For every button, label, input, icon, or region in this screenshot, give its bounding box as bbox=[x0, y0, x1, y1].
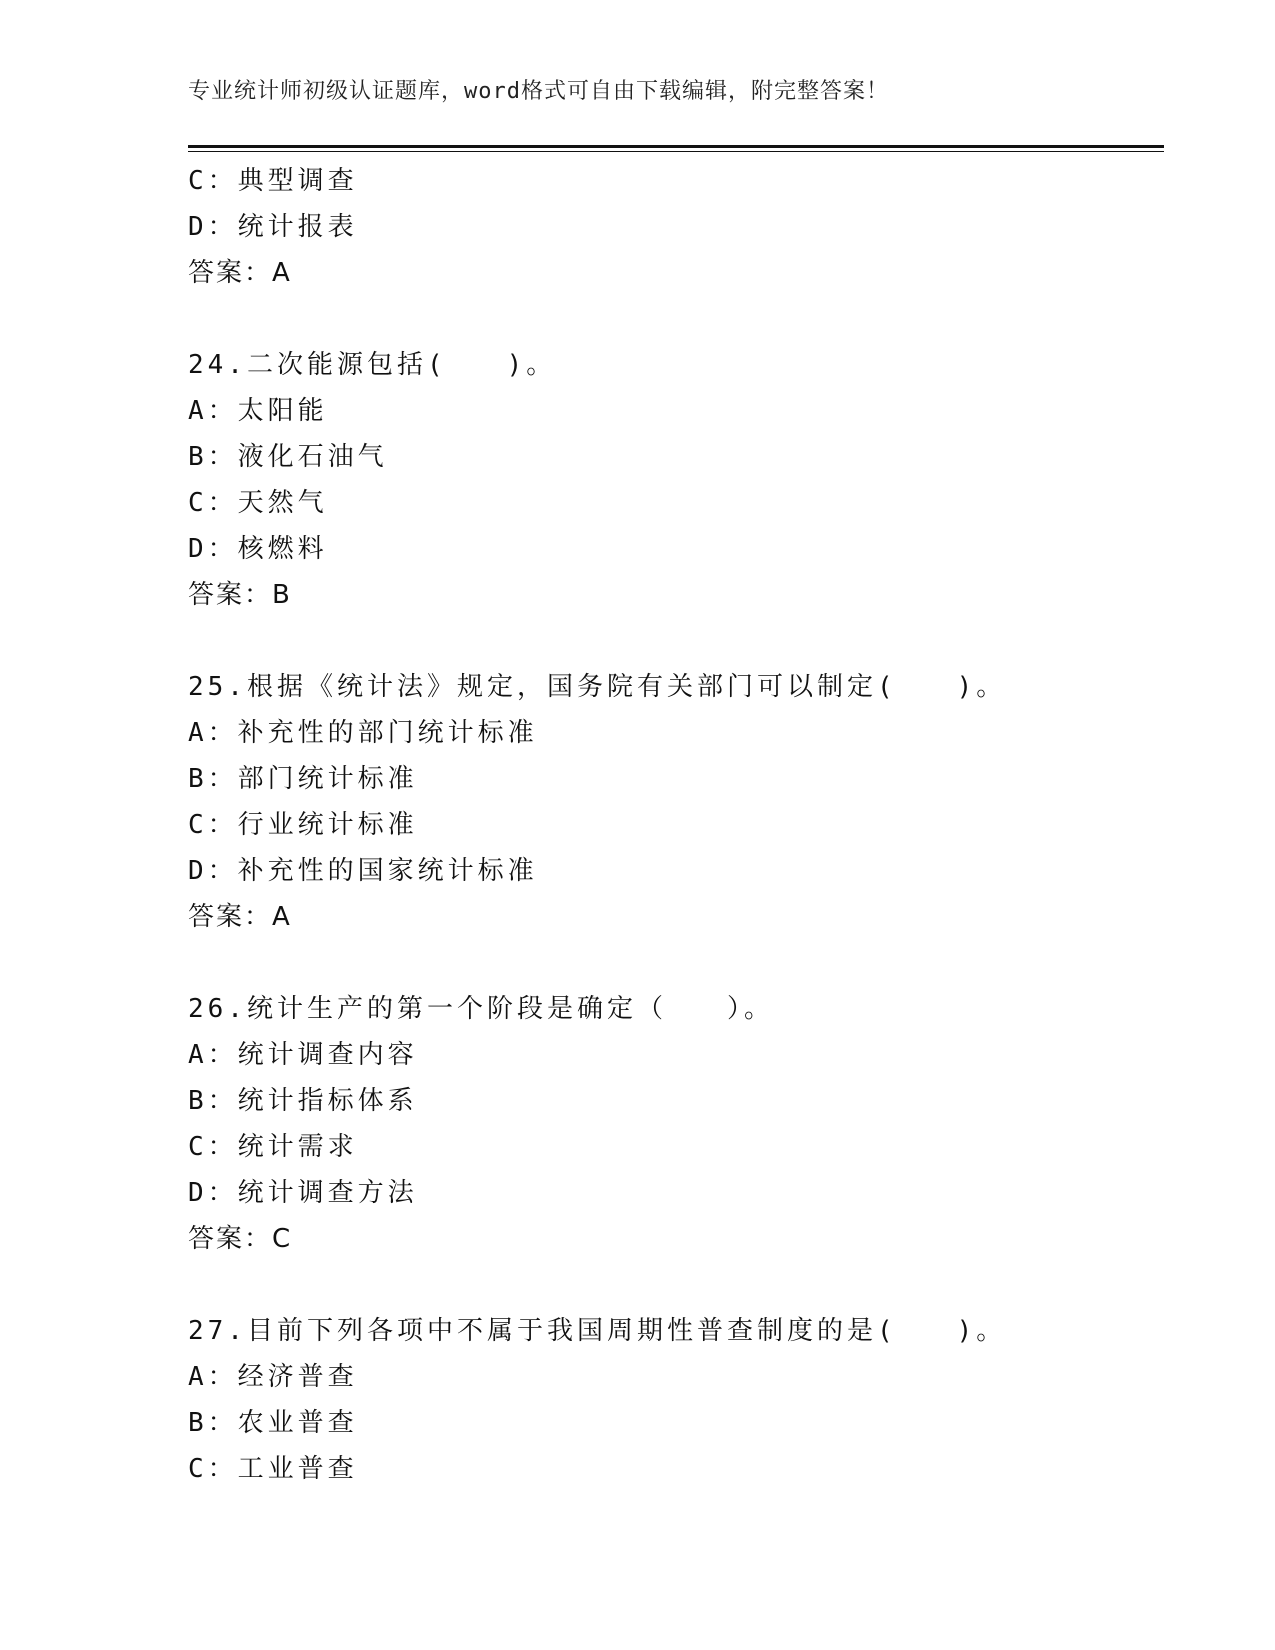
spacer bbox=[188, 296, 1164, 342]
option-c: C：典型调查 bbox=[188, 166, 358, 196]
option-b: B：农业普查 bbox=[188, 1408, 358, 1438]
question-stem: 24.二次能源包括( )。 bbox=[188, 350, 557, 380]
question-stem: 27.目前下列各项中不属于我国周期性普查制度的是( )。 bbox=[188, 1316, 1007, 1346]
answer: 答案：C bbox=[188, 1224, 293, 1254]
option-c: C：统计需求 bbox=[188, 1132, 358, 1162]
option-d: D：统计调查方法 bbox=[188, 1178, 418, 1208]
question-list bbox=[188, 158, 1164, 1492]
header-divider bbox=[188, 145, 1164, 152]
question-stem: 26.统计生产的第一个阶段是确定（ ）。 bbox=[188, 994, 774, 1024]
spacer bbox=[188, 618, 1164, 664]
option-a: A：太阳能 bbox=[188, 396, 328, 426]
spacer bbox=[188, 1262, 1164, 1308]
option-d: D：统计报表 bbox=[188, 212, 358, 242]
option-c: C：工业普查 bbox=[188, 1454, 358, 1484]
option-b: B：部门统计标准 bbox=[188, 764, 418, 794]
question-stem: 25.根据《统计法》规定，国务院有关部门可以制定( )。 bbox=[188, 672, 1007, 702]
option-c: C：天然气 bbox=[188, 488, 328, 518]
option-a: A：补充性的部门统计标准 bbox=[188, 718, 538, 748]
option-b: B：液化石油气 bbox=[188, 442, 388, 472]
option-c: C：行业统计标准 bbox=[188, 810, 418, 840]
option-a: A：统计调查内容 bbox=[188, 1040, 418, 1070]
option-a: A：经济普查 bbox=[188, 1362, 358, 1392]
option-d: D：补充性的国家统计标准 bbox=[188, 856, 538, 886]
answer: 答案：A bbox=[188, 258, 292, 288]
option-b: B：统计指标体系 bbox=[188, 1086, 418, 1116]
page-header: 专业统计师初级认证题库，word格式可自由下载编辑，附完整答案！ bbox=[188, 79, 889, 104]
spacer bbox=[188, 940, 1164, 986]
answer: 答案：A bbox=[188, 902, 292, 932]
option-d: D：核燃料 bbox=[188, 534, 328, 564]
answer: 答案：B bbox=[188, 580, 292, 610]
